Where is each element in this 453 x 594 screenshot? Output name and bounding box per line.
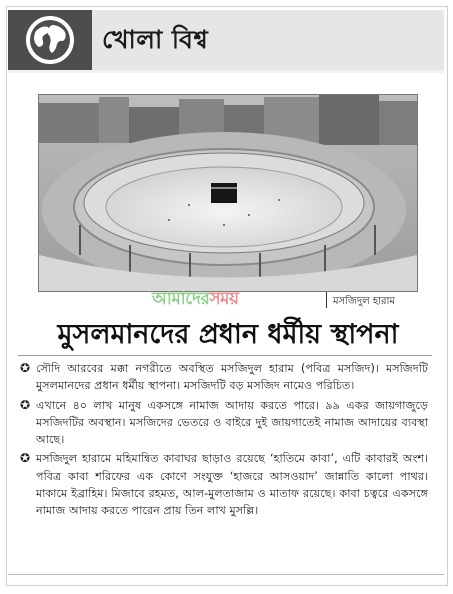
globe-icon <box>22 13 78 67</box>
list-item <box>18 450 428 519</box>
headline: মুসলমানদের প্রধান ধর্মীয় স্থাপনা <box>57 319 399 350</box>
globe-badge <box>8 10 92 70</box>
bullet-text: এখানে ৪০ লাখ মানুষ একসঙ্গে নামাজ আদায় করতে পারে। ৯৯ একর জায়গাজুড়ে মসজিদটির অবস্থান। মসজিদের ভেতরে ও বাইরে দুই জায়গাতেই নামাজ আদায়ের ব্যবস্থা আছে। <box>36 398 428 447</box>
section-title: খোলা বিশ্ব <box>102 25 209 54</box>
headline-rule <box>18 355 432 356</box>
header-divider <box>8 70 444 73</box>
star-bullet-icon: ✪ <box>20 451 31 466</box>
bottom-rule <box>8 574 444 575</box>
mosque-photo <box>38 94 418 292</box>
list-item <box>18 360 428 395</box>
star-bullet-icon: ✪ <box>20 361 31 375</box>
bullet-list <box>18 360 428 522</box>
bullet-text: মসজিদুল হারামে মহিমান্বিত কাবাঘর ছাড়াও রয়েছে ‘হাতিমে কাবা’, এটি কাবারই অংশ। পবিত্র কাবা শরিফের এক কোণে সংযুক্ত ‘হাজরে আসওয়াদ’ জান্নাতি কালো পাথর। মাকামে ইব্রাহিম। মিজাবে রহমত, আল-মুলতাজাম ও মাতাফ রয়েছে। কাবা চত্বরে একসঙ্গে নামাজ আদায় করতে পারেন প্রায় তিন লাখ মুসল্লি। <box>36 452 428 518</box>
watermark-part-2: সময় <box>209 289 239 309</box>
caption-divider <box>326 292 327 308</box>
kaaba-courtyard-image <box>39 95 417 291</box>
watermark-part-1: আমাদের <box>152 289 210 309</box>
photo-caption: মসজিদুল হারাম <box>333 296 395 307</box>
star-bullet-icon: ✪ <box>20 397 31 412</box>
list-item <box>18 397 428 449</box>
bullet-text: সৌদি আরবের মক্কা নগরীতে অবস্থিত মসজিদুল হারাম (পবিত্র মসজিদ)। মসজিদটি মুসলমানদের প্রধান ধর্মীয় স্থাপনা। মসজিদটি বড় মসজিদ নামেও পরিচিত। <box>36 362 428 393</box>
watermark-logo <box>152 286 239 314</box>
